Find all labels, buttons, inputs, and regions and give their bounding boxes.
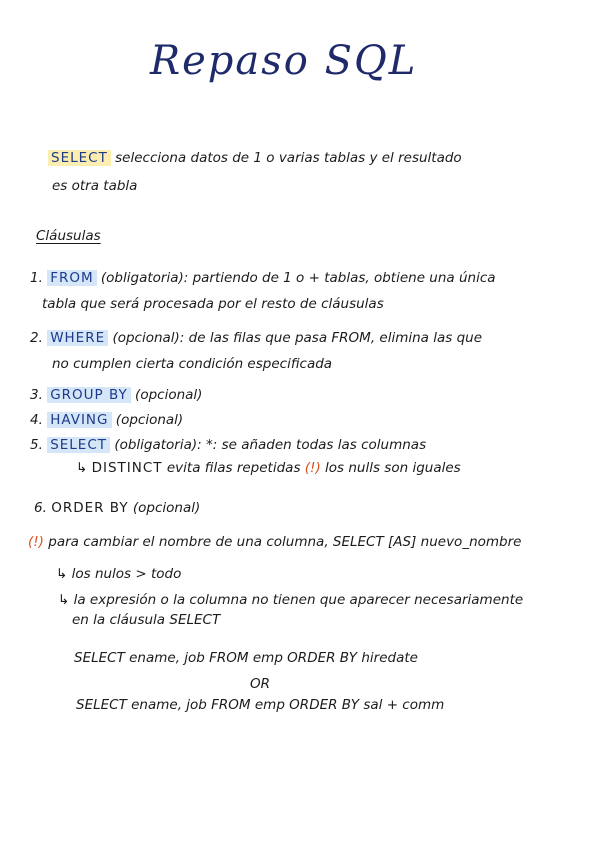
clause-number: 5. <box>30 437 43 453</box>
section-heading: Cláusulas <box>36 228 101 244</box>
intro-line-1 <box>48 150 462 166</box>
clause-text: (opcional) <box>132 500 201 516</box>
clause-4 <box>30 412 183 428</box>
arrow-icon: ↳ <box>76 460 88 476</box>
clause-text: (obligatoria): partiendo de 1 o + tablas, obtiene una única <box>100 270 496 286</box>
clause-text: (opcional) <box>135 387 203 403</box>
clause-keyword: SELECT <box>47 437 110 453</box>
warning-icon: (!) <box>304 460 321 476</box>
clause-number: 6. <box>34 500 47 516</box>
select-keyword: SELECT <box>48 150 111 166</box>
note-line-1 <box>28 534 521 550</box>
note-line-4: en la cláusula SELECT <box>72 612 221 628</box>
clause-number: 4. <box>30 412 43 428</box>
distinct-keyword: DISTINCT <box>91 460 163 476</box>
clause-keyword: HAVING <box>47 412 111 428</box>
note-line-2: ↳ los nulos > todo <box>56 566 182 582</box>
clause-1 <box>30 270 496 286</box>
clause-2 <box>30 330 482 346</box>
clause-3 <box>30 387 202 403</box>
clause-keyword: GROUP BY <box>47 387 131 403</box>
clause-text: (obligatoria): *: se añaden todas las columnas <box>114 437 427 453</box>
clause-keyword: WHERE <box>47 330 108 346</box>
distinct-tail: los nulls son iguales <box>325 460 461 476</box>
note-text: para cambiar el nombre de una columna, SELECT [AS] nuevo_nombre <box>48 534 522 550</box>
clause-text: (opcional): de las filas que pasa FROM, elimina las que <box>112 330 483 346</box>
clause-keyword: FROM <box>47 270 96 286</box>
clause-1-cont: tabla que será procesada por el resto de cláusulas <box>42 296 384 312</box>
intro-text-1: selecciona datos de 1 o varias tablas y el resultado <box>115 150 462 166</box>
clause-number: 2. <box>30 330 43 346</box>
example-1: SELECT ename, job FROM emp ORDER BY hiredate <box>74 650 418 666</box>
clause-5 <box>30 437 426 453</box>
intro-line-2: es otra tabla <box>52 178 138 194</box>
example-2: SELECT ename, job FROM emp ORDER BY sal + comm <box>76 697 445 713</box>
clause-keyword: ORDER BY <box>51 500 129 516</box>
clause-number: 3. <box>30 387 43 403</box>
distinct-note <box>76 460 461 476</box>
page-title: Repaso SQL <box>150 38 418 84</box>
clause-6 <box>34 500 200 516</box>
clause-text: (opcional) <box>115 412 184 428</box>
note-line-3: ↳ la expresión o la columna no tienen que aparecer necesariamente <box>58 592 524 608</box>
or-separator: OR <box>249 676 270 692</box>
clause-number: 1. <box>30 270 43 286</box>
clause-2-cont: no cumplen cierta condición especificada <box>52 356 333 372</box>
warning-icon: (!) <box>28 534 44 550</box>
distinct-text: evita filas repetidas <box>166 460 301 476</box>
